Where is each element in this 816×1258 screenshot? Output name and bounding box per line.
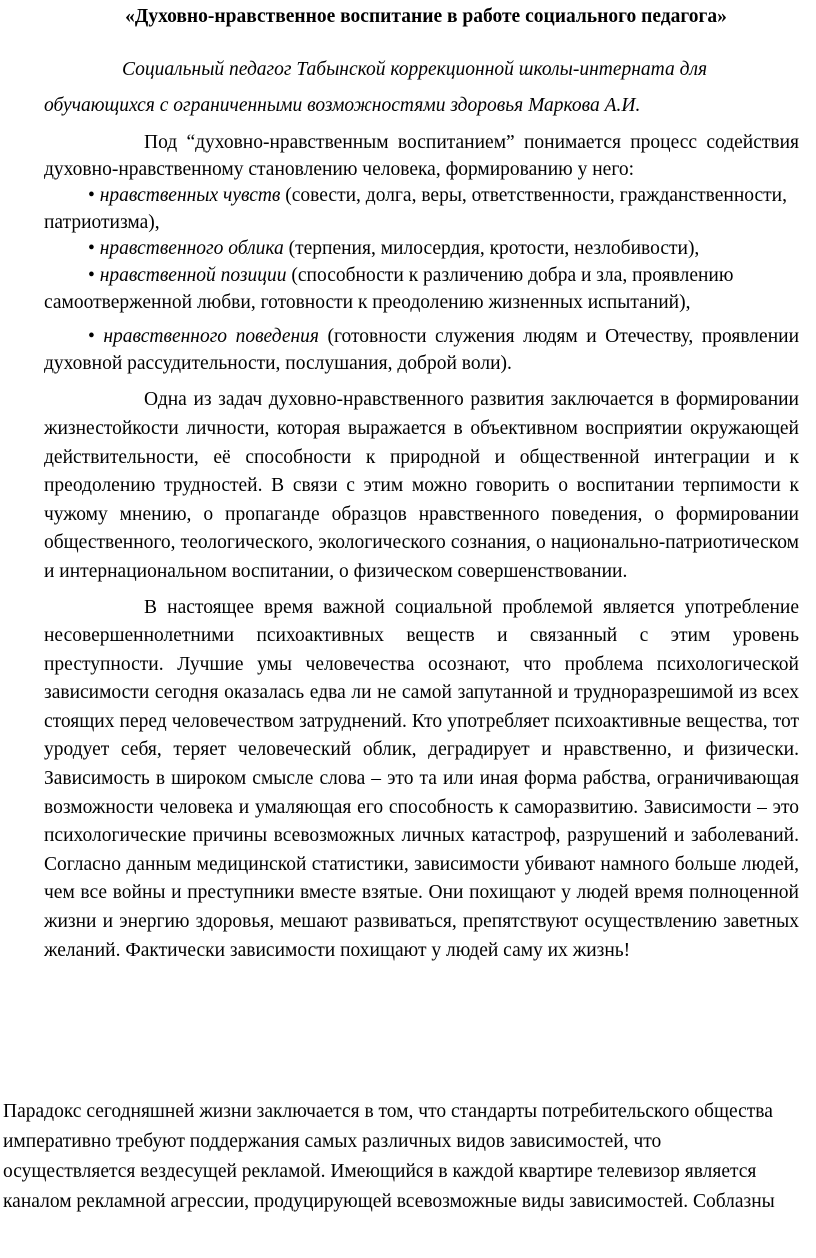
paragraph-dependence: В настоящее время важной социальной проблемой является употребление несовершеннолетними психоактивных веществ и связанный с этим уровень преступности. Лучшие умы человечества осознают, что проблема психологической зависимости сегодня оказалась едва ли не самой запутанной и трудноразрешимой из всех стоящих перед человечеством затруднений. Кто употребляет психоактивные вещества, тот уродует себя, теряет человеческий облик, деградирует и нравственно, и физически. Зависимость в широком смысле слова – это та или иная форма рабства, ограничивающая возможности человека и умаляющая его способность к саморазвитию. Зависимости – это психологические причины всевозможных личных катастроф, разрушений и заболеваний. Согласно данным медицинской статистики, зависимости убивают намного больше людей, чем все войны и преступники вместе взятые. Они похищают у людей время полноценной жизни и энергию здоровья, мешают развиваться, препятствуют осуществлению заветных желаний. Фактически зависимости похищают у людей саму их жизнь!	[44, 596, 799, 961]
bullet-term: нравственных чувств	[99, 185, 281, 207]
bullet-marker: •	[88, 185, 100, 207]
bullet-item-behavior	[44, 324, 799, 377]
bullet-marker: •	[88, 264, 100, 286]
bullet-text: (терпения, милосердия, кротости, незлобивости),	[283, 238, 700, 260]
paragraph-paradox: Парадокс сегодняшней жизни заключается в том, что стандарты потребительского общества императивно требуют поддержания самых различных видов зависимостей, что осуществляется вездесущей рекламой. Имеющийся в каждой квартире телевизор является каналом рекламной агрессии, продуцирующей всевозможные виды зависимостей. Соблазны	[3, 1101, 775, 1212]
bullet-marker: •	[88, 238, 100, 260]
author-line-1: Социальный педагог Табынской коррекционной школы-интерната для	[122, 59, 708, 80]
bullet-marker: •	[88, 326, 104, 348]
paragraph-paradox-block	[3, 1097, 788, 1217]
bullet-item-appearance	[44, 236, 799, 263]
document-body	[44, 130, 799, 965]
paragraph-resilience: Одна из задач духовно-нравственного развития заключается в формировании жизнестойкости личности, которая выражается в объективном восприятии окружающей действительности, её способности к природной и общественной интеграции и к преодолению трудностей. В связи с этим можно говорить о воспитании терпимости к чужому мнению, о пропаганде образцов нравственного поведения, о формировании общественного, теологического, экологического сознания, о национально-патриотическом и интернациональном воспитании, о физическом совершенствовании.	[44, 389, 799, 582]
author-block	[44, 52, 804, 124]
author-line-2: обучающихся с ограниченными возможностями здоровья Маркова А.И.	[44, 95, 641, 116]
bullet-text: (совести, долга, веры, ответственности, гражданственности, патриотизма),	[44, 185, 787, 233]
bullet-term: нравственной позиции	[99, 264, 287, 286]
bullet-text: (способности к различению добра и зла, проявлению самоотверженной любви, готовности к преодолению жизненных испытаний),	[44, 264, 734, 313]
bullet-text: (готовности служения людям и Отечеству, проявлении духовной рассудительности, послушания, доброй воли).	[44, 326, 800, 374]
bullet-term: нравственного облика	[99, 238, 284, 260]
document-title: «Духовно-нравственное воспитание в работе социального педагога»	[125, 6, 727, 27]
bullet-term: нравственного поведения	[103, 326, 319, 348]
bullet-item-feelings	[44, 183, 799, 236]
bullet-item-position	[44, 263, 799, 316]
paragraph-intro: Под “духовно-нравственным воспитанием” понимается процесс содействия духовно-нравственному становлению человека, формированию у него:	[44, 132, 799, 180]
